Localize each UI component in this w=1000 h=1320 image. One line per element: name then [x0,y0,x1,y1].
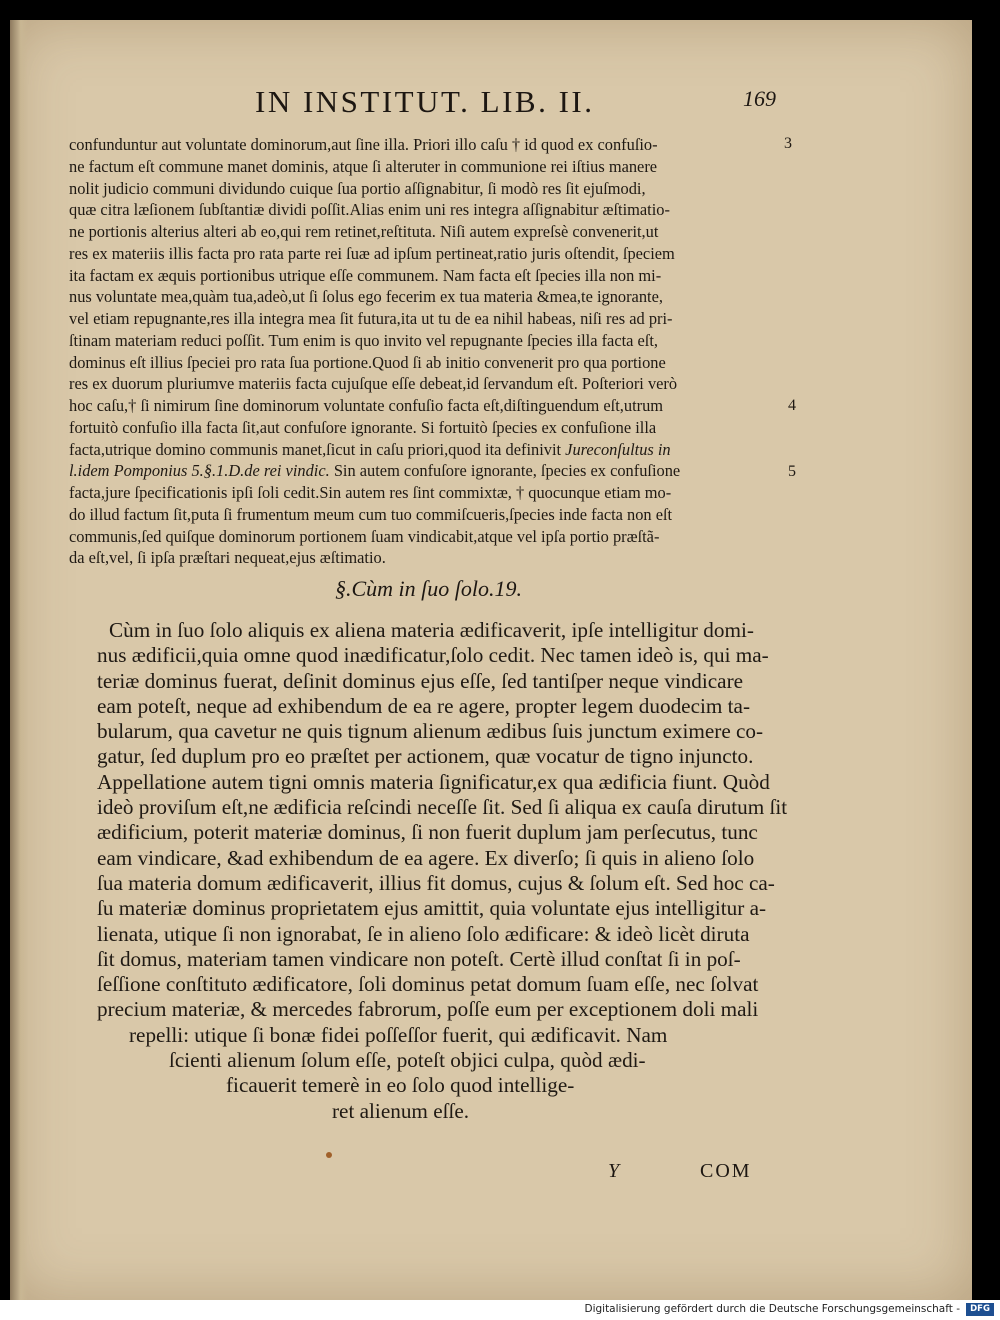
commentary-line: nolit judicio communi dividundo cuique ſua portio aſſignabitur, ſi modò res ſit ejuſmodi, [69,178,646,198]
commentary-text: facta,utrique domino communis manet,ſicut in caſu priori,quod ita definivit [69,439,562,459]
citation-italic: l.idem Pomponius 5.§.1.D.de rei vindic. [69,461,330,481]
commentary-line: dominus eſt illius ſpeciei pro rata ſua portione.Quod ſi ab initio convenerit pro qua portione [69,352,666,372]
marginal-number: 4 [788,397,796,414]
main-text-line: ædificium, poterit materiæ dominus, ſi non fuerit duplum jam perſecutus, tunc [97,820,758,845]
main-text-line: ſu materiæ dominus proprietatem ejus amittit, quia voluntate ejus intelligitur a- [97,896,767,921]
commentary-line: ne factum eſt commune manet dominis, atque ſi alteruter in communione rei iſtius manere [69,156,658,176]
dfg-logo-icon: DFG [966,1303,994,1316]
commentary-line: da eſt,vel, ſi ipſa præſtari nequeat,ejus æſtimatio. [69,548,386,568]
funding-notice: Digitalisierung gefördert durch die Deutsche Forschungsgemeinschaft - [584,1303,960,1315]
commentary-text: Sin autem confuſore ignorante, ſpecies ex confuſione [333,461,681,481]
main-text-line: ſcienti alienum ſolum eſſe, poteſt objici culpa, quòd ædi- [169,1048,646,1073]
citation-italic: Jureconſultus in [565,439,671,459]
main-text-line: eam vindicare, &ad exhibendum de ea agere. Ex diverſo; ſi quis in alieno ſolo [97,845,755,870]
commentary-line-with-citation [69,439,789,461]
commentary-line: quæ citra læſionem ſubſtantiæ dividi poſſit.Alias enim uni res integra aſſignabitur æſtimatio- [69,200,670,220]
commentary-line: res ex materiis illis facta pro rata parte rei ſuæ ad ipſum pertineat,ratio juris oſtendit, ſpeciem [69,243,675,263]
running-head: IN INSTITUT. LIB. II. [255,84,595,119]
page-gutter-shadow [10,20,28,1300]
main-text-line: ſeſſione conſtituto ædificatore, ſoli dominus petat domum ſuam eſſe, nec ſolvat [97,972,759,997]
commentary-line: ita factam ex æquis portionibus utrique eſſe communem. Nam facta eſt ſpecies illa non mi- [69,265,662,285]
main-text-line: ret alienum eſſe. [332,1098,470,1123]
ink-spot [326,1152,332,1158]
main-text-block [97,618,789,1124]
page-header [10,78,972,128]
main-text-line: ficauerit temerè in eo ſolo quod intellige- [226,1073,575,1098]
commentary-line: ſtinam materiam reduci poſſit. Tum enim is quo invito vel repugnante ſpecies illa facta eſt, [69,330,659,350]
commentary-line: nus voluntate mea,quàm tua,adeò,ut ſi ſolus ego fecerim ex tua materia &mea,te ignorante, [69,287,663,307]
main-text-line: Cùm in ſuo ſolo aliquis ex aliena materia ædificaverit, ipſe intelligitur domi- [109,618,754,642]
commentary-line: facta,jure ſpecificationis ipſi ſoli cedit.Sin autem res ſint commixtæ, † quocunque etiam mo- [69,483,672,502]
page-number: 169 [743,86,776,111]
commentary-line: res ex duorum pluriumve materiis facta cujuſque eſſe debeat,id ſervandum eſt. Poſteriori verò [69,374,678,394]
main-text-line: eam poteſt, neque ad exhibendum de ea re agere, propter legem duodecim ta- [97,693,750,718]
main-text-line: precium materiæ, & mercedes fabrorum, poſſe eum per exceptionem doli mali [97,997,759,1022]
footer-bar [0,1300,1000,1320]
book-page [10,20,972,1300]
main-text-line: ideò proviſum eſt,ne ædificia reſcindi neceſſe ſit. Sed ſi aliqua ex cauſa dirutum ſit [97,795,788,820]
commentary-line: do illud factum ſit,puta ſi frumentum meum cum tuo commiſcueris,ſpecies inde facta non eſt [69,504,673,524]
catchword: COM [700,1160,752,1182]
commentary-line: fortuitò confuſio illa facta ſit,aut confuſore ignorante. Si fortuitò ſpecies ex confuſione illa [69,417,657,437]
marginal-number: 3 [784,135,792,152]
commentary-line-with-citation [69,460,789,482]
signature-mark: Y [608,1160,620,1182]
commentary-block [69,134,789,569]
commentary-line: communis,ſed quiſque dominorum portionem ſuam vindicabit,atque vel ipſa portio præſtã- [69,526,660,546]
main-text-line: repelli: utique ſi bonæ fidei poſſeſſor fuerit, qui ædificavit. Nam [129,1022,668,1047]
main-text-line: ſit domus, materiam tamen vindicare non poteſt. Certè illud conſtat ſi in poſ- [97,946,741,971]
main-text-line: gatur, ſed duplum pro eo præſtet per actionem, quæ vocatur de tigno injuncto. [97,744,754,769]
main-text-line: teriæ dominus fuerat, deſinit dominus ejus eſſe, ſed tantiſper neque vindicare [97,668,744,693]
section-heading: §.Cùm in ſuo ſolo.19. [335,576,523,601]
marginal-number: 5 [788,463,796,480]
main-text-line: Appellatione autem tigni omnis materia ſignificatur,ex qua ædificia fiunt. Quòd [97,769,770,794]
commentary-line: vel etiam repugnante,res illa integra mea ſit futura,ita ut tu de ea nihil habeas, niſi res ad pri- [69,309,673,328]
commentary-line: ne portionis alterius alteri ab eo,qui rem retinet,reſtituta. Niſi autem expreſsè convenerit,ut [69,222,659,241]
commentary-line: hoc caſu,† ſi nimirum ſine dominorum voluntate confuſio facta eſt,diſtinguendum eſt,utrum [69,396,664,415]
commentary-line: confunduntur aut voluntate dominorum,aut ſine illa. Priori illo caſu † id quod ex confuſio- [69,135,658,154]
main-text-line: lienata, utique ſi non ignorabat, ſe in alieno ſolo ædificare: & ideò licèt diruta [97,921,750,946]
main-text-line: ſua materia domum ædificaverit, illius fit domus, cujus & ſolum eſt. Sed hoc ca- [97,870,775,895]
main-text-line: bularum, qua cavetur ne quis tignum alienum ædibus ſuis junctum eximere co- [97,719,764,744]
main-text-line: nus ædificii,quia omne quod inædificatur,ſolo cedit. Nec tamen ideò is, qui ma- [97,643,769,668]
